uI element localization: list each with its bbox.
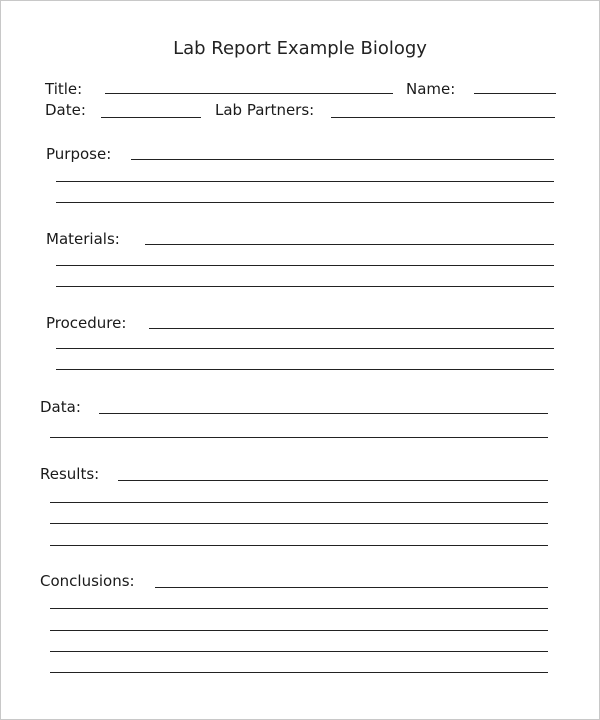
purpose-blank-line[interactable] [131, 159, 554, 160]
results-blank-line[interactable] [50, 523, 548, 524]
procedure-blank-line[interactable] [56, 348, 554, 349]
data-blank-line[interactable] [99, 413, 548, 414]
results-blank-line[interactable] [50, 545, 548, 546]
data-label: Data: [40, 398, 81, 416]
results-label: Results: [40, 465, 100, 483]
purpose-blank-line[interactable] [56, 202, 554, 203]
materials-label: Materials: [46, 230, 120, 248]
conclusions-label: Conclusions: [40, 572, 135, 590]
title-label: Title: [45, 80, 83, 98]
lab-partners-blank-line[interactable] [331, 117, 555, 118]
conclusions-blank-line[interactable] [50, 608, 548, 609]
date-label: Date: [45, 101, 86, 119]
name-label: Name: [406, 80, 456, 98]
procedure-label: Procedure: [46, 314, 127, 332]
conclusions-blank-line[interactable] [50, 672, 548, 673]
materials-blank-line[interactable] [56, 265, 554, 266]
purpose-label: Purpose: [46, 145, 112, 163]
conclusions-blank-line[interactable] [50, 630, 548, 631]
materials-blank-line[interactable] [145, 244, 554, 245]
conclusions-blank-line[interactable] [50, 651, 548, 652]
purpose-blank-line[interactable] [56, 181, 554, 182]
results-blank-line[interactable] [118, 480, 548, 481]
procedure-blank-line[interactable] [149, 328, 554, 329]
materials-blank-line[interactable] [56, 286, 554, 287]
name-blank-line[interactable] [474, 93, 556, 94]
data-blank-line[interactable] [50, 437, 548, 438]
procedure-blank-line[interactable] [56, 369, 554, 370]
results-blank-line[interactable] [50, 502, 548, 503]
conclusions-blank-line[interactable] [155, 587, 548, 588]
lab-partners-label: Lab Partners: [215, 101, 315, 119]
title-blank-line[interactable] [105, 93, 393, 94]
date-blank-line[interactable] [101, 117, 201, 118]
document-title: Lab Report Example Biology [173, 38, 427, 59]
